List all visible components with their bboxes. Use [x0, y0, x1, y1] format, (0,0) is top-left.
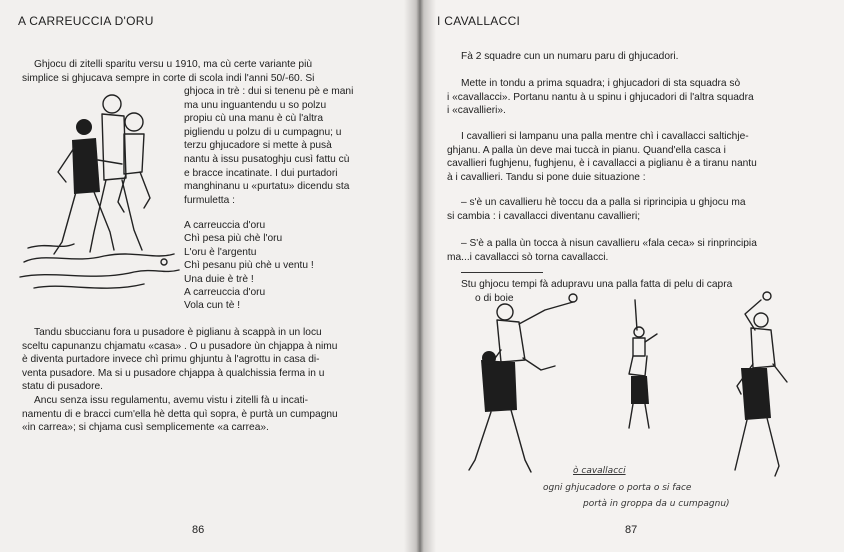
right-para-5	[447, 237, 805, 264]
rhyme-line: Chì pesa più chè l'oru	[184, 233, 283, 245]
text-line: e bracce incatinate. I dui purtadori	[184, 167, 338, 179]
left-para-2	[22, 326, 374, 394]
text-line: i «cavallacci». Portanu nantu à u spinu i ghjucadori di l'altra squadra	[447, 91, 754, 103]
text-line: furmuletta :	[184, 194, 235, 206]
text-line: terzu ghjucadore si mette à pusà	[184, 140, 332, 152]
handwritten-caption-2: ogni ghjucadore o porta o si face	[543, 483, 692, 493]
right-para-4	[447, 196, 805, 223]
text-line: à i cavallieri. Tandu si pone duie situazione :	[447, 171, 646, 183]
left-page	[0, 0, 415, 552]
text-line: venta pusadore. Ma si u pusadore chjappa à qualchissia ferma in u	[22, 367, 325, 379]
text-line: cavallieri fughjenu, fughjenu, è i cavallacci a piglianu è a tiranu nantu	[447, 158, 757, 170]
text-line: pigliendu u polzu di u cumpagnu; u	[184, 126, 342, 138]
right-para-2	[447, 77, 805, 118]
section-divider	[461, 272, 543, 273]
text-line: Tandu sbuccianu fora u pusadore è piglianu à scappà in un locu	[34, 327, 322, 338]
left-page-title: A CARREUCCIA D'ORU	[18, 14, 154, 28]
text-line: ghjoca in trè : dui si tenenu pè e mani	[184, 86, 354, 97]
text-line: propiu cù una manu è cù l'altra	[184, 113, 323, 125]
rhyme-line: A carreuccia d'oru	[184, 287, 266, 299]
text-line: Ancu senza issu regulamentu, avemu vistu i zitelli fà u incati-	[34, 395, 309, 406]
text-line: si cambia : i cavallacci diventanu cavallieri;	[447, 210, 641, 222]
text-line: ma...i cavallacci sò torna cavallacci.	[447, 251, 609, 263]
text-line: Ghjocu di zitelli sparitu versu u 1910, ma cù certe variante più	[34, 59, 313, 70]
handwritten-caption-3: portà in groppa da u cumpagnu)	[583, 499, 730, 509]
rhyme-line: Vola cun tè !	[184, 300, 241, 312]
text-line: – S'è a palla ùn tocca à nisun cavallieru «fala ceca» si rinprincipia	[461, 238, 757, 249]
page-number-right: 87	[625, 524, 638, 536]
book-gutter	[404, 0, 436, 552]
text-line: I cavallieri si lampanu una palla mentre chì i cavallacci saltichje-	[461, 131, 749, 142]
right-para-1	[461, 50, 805, 64]
text-line: è diventa purtadore invece chì primu ghjuntu à l'agrottu in casa di-	[22, 354, 320, 366]
text-line: simplice si ghjucava sempre in corte di scola indi l'anni 50/-60. Si	[22, 72, 315, 84]
text-line: sceltu capunanzu chjamatu «casa» . O u pusadore ùn chjappa à nimu	[22, 340, 338, 352]
text-line: ma unu inguantendu u so polzu	[184, 99, 327, 111]
rhyme-line: Una duie è trè !	[184, 273, 254, 285]
page-number-left: 86	[192, 524, 205, 536]
text-line: «in carrea»; si chjama cusì semplicemente «a carrea».	[22, 422, 269, 434]
handwritten-caption-1: ò cavallacci	[573, 466, 626, 476]
text-line: i «cavallieri».	[447, 105, 506, 117]
rhyme	[184, 219, 314, 313]
text-line: Mette in tondu a prima squadra; i ghjucadori di sta squadra sò	[461, 78, 741, 89]
rhyme-line: Chì pesanu più chè u ventu !	[184, 260, 314, 272]
left-para-3	[22, 394, 374, 435]
right-page-title: I CAVALLACCI	[437, 14, 521, 28]
right-page	[421, 0, 844, 552]
text-line: namentu di e bracci cum'ella hè detta quì sopra, è purtà un cumpagnu	[22, 408, 338, 420]
rhyme-line: L'oru è l'argentu	[184, 246, 257, 258]
text-line: o di boie	[475, 292, 514, 304]
text-line: – s'è un cavallieru hè toccu da a palla si riprincipia u ghjocu ma	[461, 197, 746, 208]
right-para-3	[447, 130, 805, 184]
text-line: manghinanu u «purtatu» dicendu sta	[184, 181, 350, 193]
text-line: ghjanu. A palla ùn deve mai tuccà in pianu. Quand'ella casca i	[447, 144, 726, 156]
left-para-1-continued	[184, 85, 376, 207]
carrea-illustration	[14, 82, 184, 322]
text-line: Stu ghjocu tempi fà adupravu una palla fatta di pelu di capra	[461, 279, 733, 290]
text-line: nantu à issu pusatoghju cusì fattu cù	[184, 153, 350, 165]
rhyme-line: A carreuccia d'oru	[184, 220, 266, 231]
text-line: statu di pusadore.	[22, 381, 103, 393]
cavallacci-illustration	[445, 290, 825, 490]
text-line: Fà 2 squadre cun un numaru paru di ghjucadori.	[461, 51, 679, 62]
